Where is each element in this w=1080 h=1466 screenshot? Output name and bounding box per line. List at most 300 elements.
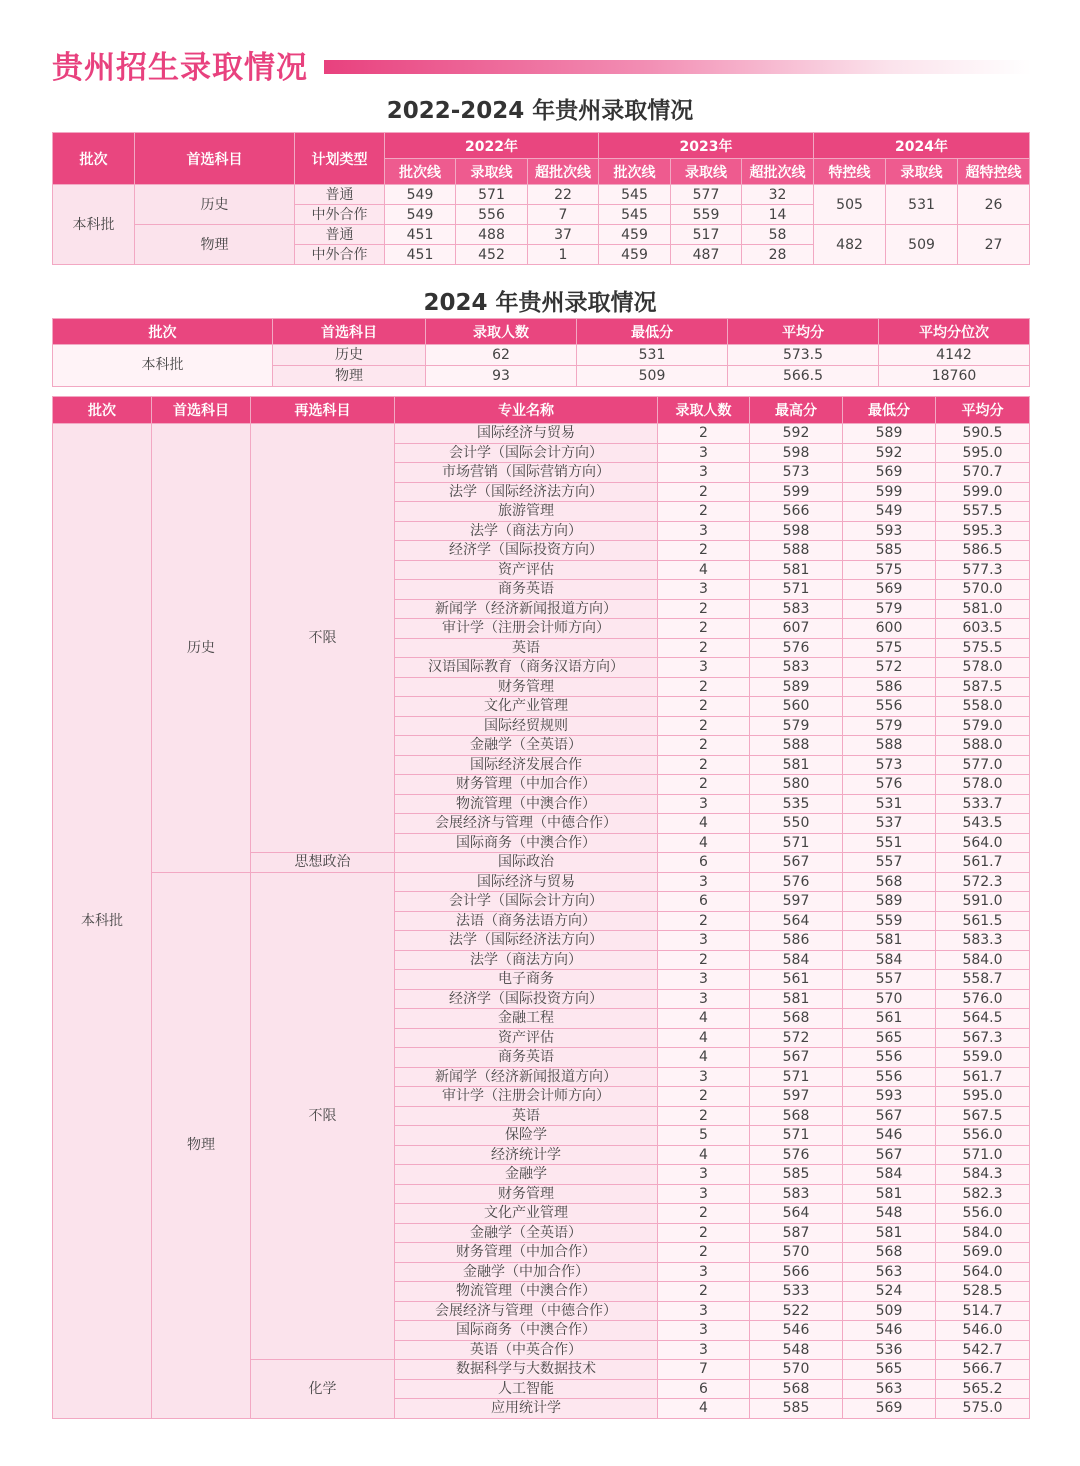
value-cell: 571: [750, 580, 843, 600]
value-cell: 603.5: [936, 619, 1030, 639]
value-cell: 583.3: [936, 931, 1030, 951]
table-row: [53, 424, 1030, 444]
value-cell: 559: [843, 911, 936, 931]
major-name-cell: 市场营销（国际营销方向）: [395, 463, 658, 483]
value-cell: 581.0: [936, 599, 1030, 619]
value-cell: 587: [750, 1223, 843, 1243]
header-cell: 平均分: [728, 319, 879, 345]
batch-cell: 本科批: [53, 345, 273, 387]
value-cell: 577: [671, 185, 742, 205]
major-name-cell: 旅游管理: [395, 502, 658, 522]
header-admit-line: 录取线: [886, 159, 958, 185]
value-cell: 581: [843, 1223, 936, 1243]
major-name-cell: 保险学: [395, 1126, 658, 1146]
value-cell: 569: [843, 463, 936, 483]
value-cell: 570: [750, 1360, 843, 1380]
value-cell: 572: [843, 658, 936, 678]
value-cell: 533: [750, 1282, 843, 1302]
subject-cell: 物理: [152, 872, 251, 1418]
value-cell: 564: [750, 911, 843, 931]
value-cell: 546: [843, 1126, 936, 1146]
value-cell: 584: [750, 950, 843, 970]
value-cell: 27: [958, 225, 1030, 265]
value-cell: 581: [843, 931, 936, 951]
header-admit-line: 录取线: [671, 159, 742, 185]
value-cell: 3: [658, 1321, 750, 1341]
value-cell: 549: [843, 502, 936, 522]
value-cell: 598: [750, 443, 843, 463]
value-cell: 3: [658, 1165, 750, 1185]
value-cell: 586: [750, 931, 843, 951]
value-cell: 571: [750, 1067, 843, 1087]
value-cell: 588: [843, 736, 936, 756]
value-cell: 528.5: [936, 1282, 1030, 1302]
value-cell: 581: [750, 989, 843, 1009]
major-name-cell: 物流管理（中澳合作）: [395, 794, 658, 814]
major-name-cell: 审计学（注册会计师方向）: [395, 619, 658, 639]
value-cell: 2: [658, 482, 750, 502]
value-cell: 557: [843, 970, 936, 990]
value-cell: 3: [658, 658, 750, 678]
value-cell: 3: [658, 1340, 750, 1360]
value-cell: 571.0: [936, 1145, 1030, 1165]
value-cell: 548: [843, 1204, 936, 1224]
admission-history-table: [52, 132, 1030, 265]
header-admit-line: 录取线: [456, 159, 528, 185]
value-cell: 584.3: [936, 1165, 1030, 1185]
value-cell: 514.7: [936, 1301, 1030, 1321]
elective-cell: 化学: [251, 1360, 395, 1419]
major-name-cell: 国际经济与贸易: [395, 424, 658, 444]
major-name-cell: 国际经贸规则: [395, 716, 658, 736]
major-name-cell: 金融学: [395, 1165, 658, 1185]
value-cell: 3: [658, 580, 750, 600]
value-cell: 565: [843, 1360, 936, 1380]
value-cell: 599: [843, 482, 936, 502]
value-cell: 2: [658, 619, 750, 639]
header-cell: 最低分: [843, 397, 936, 424]
header-cell: 最低分: [577, 319, 728, 345]
value-cell: 451: [385, 245, 456, 265]
header-cell: 专业名称: [395, 397, 658, 424]
major-name-cell: 英语: [395, 638, 658, 658]
value-cell: 573: [750, 463, 843, 483]
subject-cell: 历史: [135, 185, 295, 225]
major-name-cell: 资产评估: [395, 560, 658, 580]
header-cell: 批次: [53, 319, 273, 345]
value-cell: 588: [750, 736, 843, 756]
major-name-cell: 电子商务: [395, 970, 658, 990]
value-cell: 2: [658, 1243, 750, 1263]
value-cell: 560: [750, 697, 843, 717]
value-cell: 578.0: [936, 658, 1030, 678]
value-cell: 2: [658, 424, 750, 444]
value-cell: 565: [843, 1028, 936, 1048]
value-cell: 591.0: [936, 892, 1030, 912]
value-cell: 581: [750, 560, 843, 580]
major-name-cell: 法语（商务法语方向）: [395, 911, 658, 931]
major-name-cell: 文化产业管理: [395, 697, 658, 717]
major-name-cell: 金融学（全英语）: [395, 1223, 658, 1243]
major-name-cell: 会计学（国际会计方向）: [395, 892, 658, 912]
value-cell: 556.0: [936, 1204, 1030, 1224]
value-cell: 546.0: [936, 1321, 1030, 1341]
value-cell: 556.0: [936, 1126, 1030, 1146]
value-cell: 585: [750, 1399, 843, 1419]
value-cell: 580: [750, 775, 843, 795]
value-cell: 517: [671, 225, 742, 245]
value-cell: 531: [843, 794, 936, 814]
value-cell: 572.3: [936, 872, 1030, 892]
major-name-cell: 财务管理（中加合作）: [395, 775, 658, 795]
value-cell: 584.0: [936, 950, 1030, 970]
value-cell: 576: [843, 775, 936, 795]
value-cell: 3: [658, 970, 750, 990]
value-cell: 550: [750, 814, 843, 834]
value-cell: 598: [750, 521, 843, 541]
value-cell: 14: [742, 205, 814, 225]
value-cell: 599.0: [936, 482, 1030, 502]
value-cell: 536: [843, 1340, 936, 1360]
table-row: [53, 185, 1030, 205]
value-cell: 571: [750, 833, 843, 853]
value-cell: 2: [658, 1087, 750, 1107]
elective-cell: 不限: [251, 872, 395, 1360]
major-name-cell: 经济学（国际投资方向）: [395, 989, 658, 1009]
value-cell: 568: [843, 1243, 936, 1263]
major-name-cell: 新闻学（经济新闻报道方向）: [395, 1067, 658, 1087]
value-cell: 7: [528, 205, 599, 225]
value-cell: 559.0: [936, 1048, 1030, 1068]
value-cell: 62: [426, 345, 577, 366]
value-cell: 595.0: [936, 1087, 1030, 1107]
value-cell: 4: [658, 1048, 750, 1068]
value-cell: 567: [843, 1106, 936, 1126]
value-cell: 593: [843, 1087, 936, 1107]
value-cell: 5: [658, 1126, 750, 1146]
value-cell: 4: [658, 560, 750, 580]
value-cell: 586.5: [936, 541, 1030, 561]
value-cell: 3: [658, 521, 750, 541]
value-cell: 570: [843, 989, 936, 1009]
value-cell: 3: [658, 872, 750, 892]
admission-2024-summary-table: [52, 318, 1030, 387]
value-cell: 2: [658, 1106, 750, 1126]
major-name-cell: 国际经济发展合作: [395, 755, 658, 775]
value-cell: 488: [456, 225, 528, 245]
value-cell: 597: [750, 892, 843, 912]
value-cell: 585: [843, 541, 936, 561]
major-name-cell: 物流管理（中澳合作）: [395, 1282, 658, 1302]
value-cell: 2: [658, 716, 750, 736]
value-cell: 2: [658, 1223, 750, 1243]
value-cell: 2: [658, 541, 750, 561]
value-cell: 1: [528, 245, 599, 265]
header-special-line: 特控线: [814, 159, 886, 185]
value-cell: 2: [658, 1204, 750, 1224]
value-cell: 582.3: [936, 1184, 1030, 1204]
header-cell: 平均分位次: [879, 319, 1030, 345]
value-cell: 589: [750, 677, 843, 697]
value-cell: 568: [843, 872, 936, 892]
value-cell: 561: [843, 1009, 936, 1029]
value-cell: 581: [750, 755, 843, 775]
header-cell: 录取人数: [426, 319, 577, 345]
value-cell: 588: [750, 541, 843, 561]
header-cell: 批次: [53, 397, 152, 424]
value-cell: 32: [742, 185, 814, 205]
value-cell: 568: [750, 1379, 843, 1399]
value-cell: 556: [843, 1067, 936, 1087]
value-cell: 3: [658, 1184, 750, 1204]
major-name-cell: 会展经济与管理（中德合作）: [395, 1301, 658, 1321]
value-cell: 567: [750, 1048, 843, 1068]
subject-cell: 历史: [273, 345, 426, 366]
header-subject: 首选科目: [135, 133, 295, 185]
value-cell: 593: [843, 521, 936, 541]
value-cell: 577.3: [936, 560, 1030, 580]
major-name-cell: 法学（商法方向）: [395, 950, 658, 970]
value-cell: 459: [599, 245, 671, 265]
value-cell: 563: [843, 1379, 936, 1399]
section2-title: 2024 年贵州录取情况: [423, 290, 657, 316]
header-batch-line: 批次线: [385, 159, 456, 185]
header-over-special: 超特控线: [958, 159, 1030, 185]
value-cell: 573: [843, 755, 936, 775]
value-cell: 2: [658, 911, 750, 931]
value-cell: 583: [750, 599, 843, 619]
value-cell: 566.5: [728, 366, 879, 387]
value-cell: 576: [750, 872, 843, 892]
value-cell: 589: [843, 892, 936, 912]
value-cell: 6: [658, 892, 750, 912]
value-cell: 549: [385, 185, 456, 205]
value-cell: 557: [843, 853, 936, 873]
value-cell: 4: [658, 814, 750, 834]
plan-type-cell: 中外合作: [295, 205, 385, 225]
major-name-cell: 会展经济与管理（中德合作）: [395, 814, 658, 834]
value-cell: 531: [886, 185, 958, 225]
major-name-cell: 金融学（全英语）: [395, 736, 658, 756]
major-name-cell: 金融工程: [395, 1009, 658, 1029]
plan-type-cell: 普通: [295, 185, 385, 205]
value-cell: 561: [750, 970, 843, 990]
value-cell: 559: [671, 205, 742, 225]
value-cell: 4: [658, 1399, 750, 1419]
major-name-cell: 国际商务（中澳合作）: [395, 1321, 658, 1341]
value-cell: 2: [658, 950, 750, 970]
value-cell: 533.7: [936, 794, 1030, 814]
value-cell: 2: [658, 599, 750, 619]
major-name-cell: 数据科学与大数据技术: [395, 1360, 658, 1380]
value-cell: 542.7: [936, 1340, 1030, 1360]
value-cell: 7: [658, 1360, 750, 1380]
value-cell: 569: [843, 580, 936, 600]
value-cell: 2: [658, 755, 750, 775]
value-cell: 592: [843, 443, 936, 463]
major-name-cell: 法学（国际经济法方向）: [395, 482, 658, 502]
value-cell: 551: [843, 833, 936, 853]
value-cell: 576: [750, 638, 843, 658]
value-cell: 595.0: [936, 443, 1030, 463]
major-name-cell: 法学（商法方向）: [395, 521, 658, 541]
value-cell: 509: [886, 225, 958, 265]
major-name-cell: 新闻学（经济新闻报道方向）: [395, 599, 658, 619]
major-name-cell: 应用统计学: [395, 1399, 658, 1419]
value-cell: 535: [750, 794, 843, 814]
value-cell: 2: [658, 775, 750, 795]
value-cell: 566: [750, 502, 843, 522]
value-cell: 572: [750, 1028, 843, 1048]
value-cell: 575.5: [936, 638, 1030, 658]
major-name-cell: 金融学（中加合作）: [395, 1262, 658, 1282]
value-cell: 581: [843, 1184, 936, 1204]
value-cell: 543.5: [936, 814, 1030, 834]
elective-cell: 不限: [251, 424, 395, 853]
header-2023: 2023年: [599, 133, 814, 159]
value-cell: 569: [843, 1399, 936, 1419]
value-cell: 561.5: [936, 911, 1030, 931]
major-name-cell: 商务英语: [395, 1048, 658, 1068]
header-batch-line: 批次线: [599, 159, 671, 185]
major-name-cell: 经济统计学: [395, 1145, 658, 1165]
subject-cell: 物理: [273, 366, 426, 387]
value-cell: 564: [750, 1204, 843, 1224]
value-cell: 3: [658, 1262, 750, 1282]
value-cell: 566: [750, 1262, 843, 1282]
major-name-cell: 文化产业管理: [395, 1204, 658, 1224]
header-cell: 最高分: [750, 397, 843, 424]
value-cell: 4: [658, 1028, 750, 1048]
value-cell: 545: [599, 185, 671, 205]
plan-type-cell: 普通: [295, 225, 385, 245]
value-cell: 22: [528, 185, 599, 205]
major-name-cell: 法学（国际经济法方向）: [395, 931, 658, 951]
value-cell: 567.5: [936, 1106, 1030, 1126]
value-cell: 509: [577, 366, 728, 387]
value-cell: 26: [958, 185, 1030, 225]
value-cell: 570.0: [936, 580, 1030, 600]
value-cell: 575: [843, 560, 936, 580]
value-cell: 18760: [879, 366, 1030, 387]
major-name-cell: 商务英语: [395, 580, 658, 600]
value-cell: 2: [658, 697, 750, 717]
section1-title: 2022-2024 年贵州录取情况: [386, 98, 694, 124]
major-name-cell: 英语: [395, 1106, 658, 1126]
value-cell: 524: [843, 1282, 936, 1302]
major-name-cell: 经济学（国际投资方向）: [395, 541, 658, 561]
major-name-cell: 国际商务（中澳合作）: [395, 833, 658, 853]
value-cell: 607: [750, 619, 843, 639]
value-cell: 505: [814, 185, 886, 225]
value-cell: 576.0: [936, 989, 1030, 1009]
value-cell: 549: [385, 205, 456, 225]
value-cell: 576: [750, 1145, 843, 1165]
value-cell: 565.2: [936, 1379, 1030, 1399]
major-name-cell: 英语（中英合作）: [395, 1340, 658, 1360]
value-cell: 567: [843, 1145, 936, 1165]
value-cell: 579: [843, 599, 936, 619]
value-cell: 3: [658, 1067, 750, 1087]
header-cell: 录取人数: [658, 397, 750, 424]
header-over-batch: 超批次线: [742, 159, 814, 185]
value-cell: 579: [750, 716, 843, 736]
value-cell: 2: [658, 638, 750, 658]
value-cell: 557.5: [936, 502, 1030, 522]
value-cell: 3: [658, 794, 750, 814]
page-title: 贵州招生录取情况: [52, 50, 308, 86]
value-cell: 3: [658, 931, 750, 951]
value-cell: 531: [577, 345, 728, 366]
value-cell: 93: [426, 366, 577, 387]
value-cell: 3: [658, 443, 750, 463]
value-cell: 509: [843, 1301, 936, 1321]
header-plan-type: 计划类型: [295, 133, 385, 185]
value-cell: 3: [658, 1301, 750, 1321]
header-over-batch: 超批次线: [528, 159, 599, 185]
value-cell: 459: [599, 225, 671, 245]
header-cell: 平均分: [936, 397, 1030, 424]
value-cell: 556: [843, 697, 936, 717]
major-name-cell: 人工智能: [395, 1379, 658, 1399]
header-batch: 批次: [53, 133, 135, 185]
major-name-cell: 汉语国际教育（商务汉语方向）: [395, 658, 658, 678]
value-cell: 584: [843, 950, 936, 970]
value-cell: 570: [750, 1243, 843, 1263]
major-name-cell: 会计学（国际会计方向）: [395, 443, 658, 463]
major-name-cell: 国际经济与贸易: [395, 872, 658, 892]
value-cell: 568: [750, 1009, 843, 1029]
value-cell: 567: [750, 853, 843, 873]
value-cell: 561.7: [936, 853, 1030, 873]
value-cell: 592: [750, 424, 843, 444]
title-decoration-bar: [324, 60, 1032, 74]
value-cell: 584.0: [936, 1223, 1030, 1243]
value-cell: 588.0: [936, 736, 1030, 756]
value-cell: 583: [750, 658, 843, 678]
value-cell: 569.0: [936, 1243, 1030, 1263]
value-cell: 570.7: [936, 463, 1030, 483]
value-cell: 58: [742, 225, 814, 245]
value-cell: 3: [658, 989, 750, 1009]
page-header: [52, 48, 1032, 88]
value-cell: 6: [658, 853, 750, 873]
value-cell: 3: [658, 463, 750, 483]
value-cell: 28: [742, 245, 814, 265]
value-cell: 2: [658, 1282, 750, 1302]
value-cell: 561.7: [936, 1067, 1030, 1087]
value-cell: 590.5: [936, 424, 1030, 444]
value-cell: 522: [750, 1301, 843, 1321]
value-cell: 573.5: [728, 345, 879, 366]
value-cell: 585: [750, 1165, 843, 1185]
table-row: [53, 872, 1030, 892]
value-cell: 6: [658, 1379, 750, 1399]
value-cell: 4142: [879, 345, 1030, 366]
header-2022: 2022年: [385, 133, 599, 159]
value-cell: 556: [843, 1048, 936, 1068]
value-cell: 563: [843, 1262, 936, 1282]
value-cell: 571: [456, 185, 528, 205]
header-cell: 再选科目: [251, 397, 395, 424]
value-cell: 452: [456, 245, 528, 265]
value-cell: 487: [671, 245, 742, 265]
batch-cell: 本科批: [53, 185, 135, 265]
elective-cell: 思想政治: [251, 853, 395, 873]
value-cell: 571: [750, 1126, 843, 1146]
header-cell: 首选科目: [152, 397, 251, 424]
value-cell: 37: [528, 225, 599, 245]
